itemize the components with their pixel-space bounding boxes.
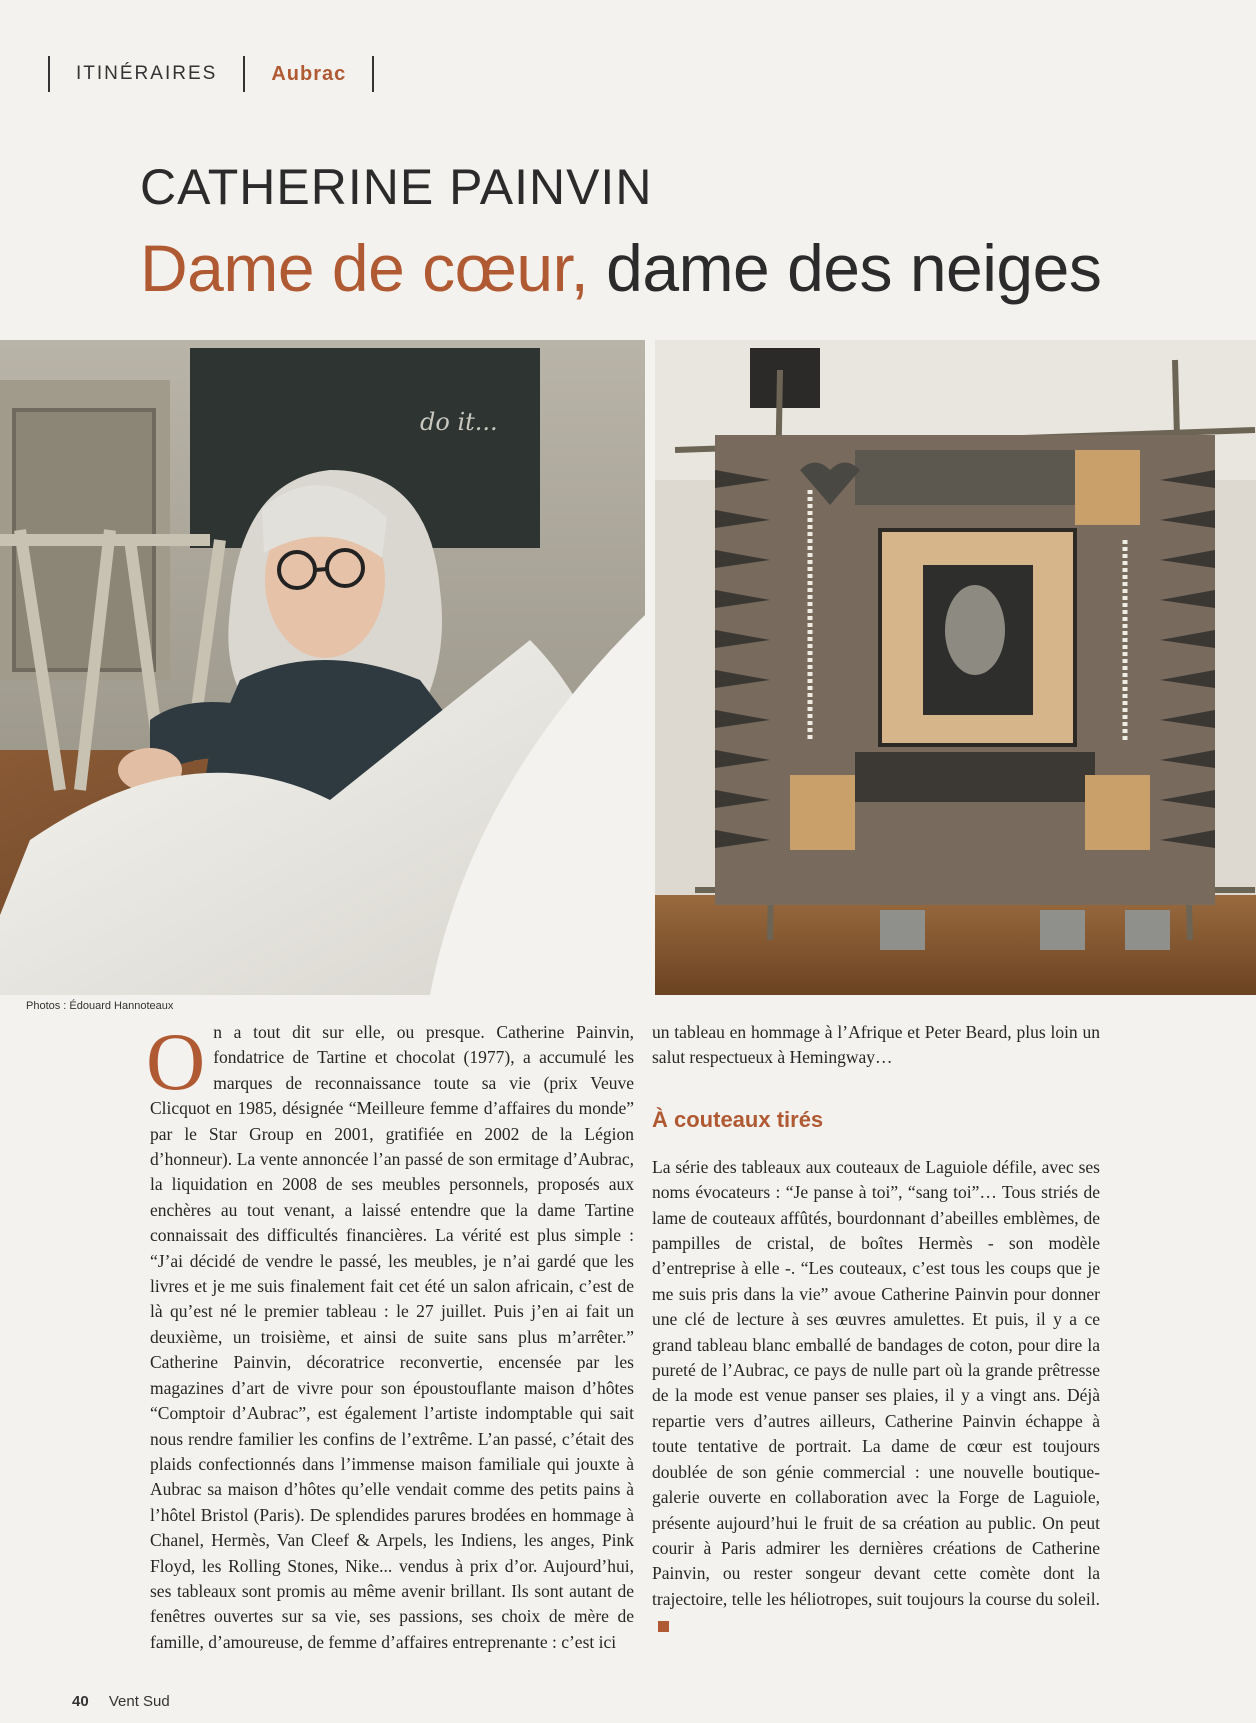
page-number: 40	[72, 1693, 89, 1710]
svg-text:do it...: do it...	[420, 408, 498, 436]
end-mark-icon	[658, 1621, 669, 1632]
paragraph-body: La série des tableaux aux couteaux de Laguiole défile, avec ses noms évocateurs : “Je panse à toi”, “sang toi”… Tous striés de lame de couteaux affûtés, bourdonnant d’abeilles emblèmes, de pampilles de cristal, de boîtes Hermès - son modèle d’entreprise à elle -. “Les couteaux, c’est tous les coups que je me suis pris dans la vie” avoue Catherine Painvin pour donner une clé de lecture à ses œuvres amulettes. Et puis, il y a ce grand tableau blanc emballé de bandages de coton, pour dire la pureté de l’Aubrac, ce pays de nulle part où la grande prêtresse de la mode est venue panser ses plaies, il y a vingt ans. Déjà repartie vers d’autres ailleurs, Catherine Painvin échappe à toute tentative de portrait. La dame de cœur est toujours doublée de son génie commercial : une nouvelle boutique-galerie ouverte en collaboration avec la Forge de Laguiole, présente aujourd’hui le fruit de sa création au public. On peut courir à Paris admirer les dernières créations de Catherine Painvin, ou rester songeur devant cette comète dont la trajectoire, telle les héliotropes, suit toujours la course du soleil.	[652, 1156, 1100, 1609]
article-paragraph	[146, 1016, 634, 1655]
artwork-photo	[655, 340, 1256, 995]
portrait-photo	[0, 340, 645, 995]
headline-accent: Dame de cœur,	[140, 231, 589, 305]
photo-credit: Photos : Édouard Hannoteaux	[26, 1000, 174, 1012]
article-paragraph	[652, 1155, 1100, 1638]
subsection-label: Aubrac	[271, 62, 347, 85]
section-label: ITINÉRAIRES	[76, 63, 218, 84]
section-subhead: À couteaux tirés	[652, 1106, 824, 1132]
article-column-right	[652, 1020, 1100, 1638]
article-paragraph-continued: un tableau en hommage à l’Afrique et Peter Beard, plus loin un salut respectueux à Hemingway…	[652, 1022, 1100, 1068]
divider	[372, 56, 374, 92]
article-headline	[140, 230, 1101, 306]
headline-rest: dame des neiges	[588, 231, 1102, 305]
magazine-name: Vent Sud	[108, 1693, 170, 1710]
section-header	[48, 56, 374, 92]
drop-cap: O	[146, 1016, 206, 1107]
paragraph-body: n a tout dit sur elle, ou presque. Catherine Painvin, fondatrice de Tartine et chocolat (1977), a accumulé les marques de reconnaissance toute sa vie (prix Veuve Clicquot en 1985, désignée “Meilleure femme d’affaires du monde” par le Star Group en 2001, gratifiée en 2002 de la Légion d’honneur). La vente annoncée l’an passé de son ermitage d’Aubrac, la liquidation en 2008 de ses meubles personnels, proposés aux enchères au tout venant, a laissé entendre que la dame Tartine connaissait des difficultés financières. La vérité est plus simple : “J’ai décidé de vendre le passé, les meubles, je n’ai gardé que les livres et je me suis finalement fait cet été un salon africain, c’est de là qu’est né le premier tableau : le 27 juillet. Puis j’en ai fait un deuxième, un troisième, et ainsi de suite sans plus m’arrêter.” Catherine Painvin, décoratrice reconvertie, encensée par les magazines d’art de vivre pour son époustouflante maison d’hôtes “Comptoir d’Aubrac”, est également l’artiste indomptable qui sait nous rendre familier les confins de l’extrême. L’an passé, c’était des plaids confectionnés dans l’immense maison familiale qui jouxte à Aubrac sa maison d’hôtes qu’elle vendait comme des petits pains à l’hôtel Bristol (Paris). De splendides parures brodées en hommage à Chanel, Hermès, Van Cleef & Arpels, les Indiens, les anges, Pink Floyd, les Rolling Stones, Nike... vendus à prix d’or. Aujourd’hui, ses tableaux sont promis au même avenir brillant. Ils sont autant de fenêtres ouvertes sur sa vie, ses passions, ses choix de mère de famille, d’amoureuse, de femme d’affaires entreprenante : c’est ici	[150, 1022, 634, 1652]
article-kicker: CATHERINE PAINVIN	[140, 159, 653, 215]
page-footer	[72, 1693, 170, 1710]
article-column-left	[146, 1016, 634, 1655]
